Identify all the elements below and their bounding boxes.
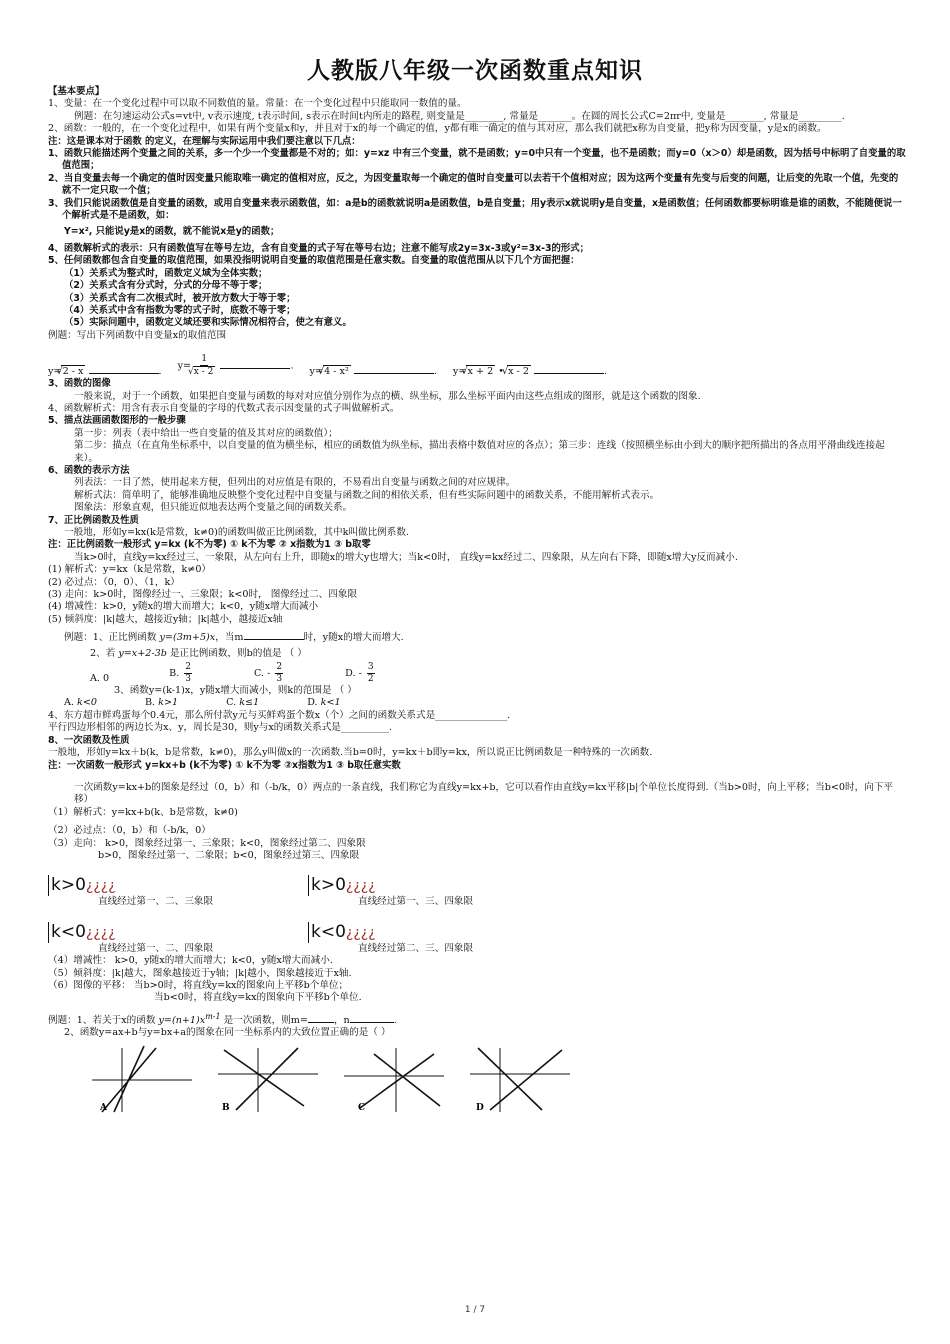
example-block	[48, 630, 906, 710]
paragraph: 4、东方超市鲜鸡蛋每个0.4元，那么所付款y元与买鲜鸡蛋个数x（个）之间的函数关系式是_______________.	[48, 709, 511, 721]
example-3-options: A. k<0 B. k>1 C. k≤1 D. k<1	[64, 697, 341, 709]
paragraph: 第二步：描点（在直角坐标系中，以自变量的值为横坐标，相应的函数值为纵坐标，描出表格中数值对应的各点）；第三步：连线（按照横坐标由小到大的顺序把所描出的各点用平滑曲线连接起来）。	[74, 440, 885, 464]
graph-a	[92, 1044, 192, 1114]
quadrant-label: 直线经过第一、三、四象限	[358, 896, 474, 908]
paragraph: 平行四边形相邻的两边长为x、y，周长是30，则y与x的函数关系式是__________.	[48, 722, 392, 734]
property-item: （2）必过点：（0，b）和（-b/k，0）	[48, 825, 211, 837]
graph-c	[344, 1044, 444, 1114]
k-positive-box: k>0¿¿¿¿	[48, 862, 308, 896]
quadrant-label: 直线经过第一、二、三象限	[98, 896, 214, 908]
property-item: （6）图像的平移： 当b>0时，将直线y=kx的图象向上平移b个单位；	[48, 979, 349, 991]
property-item: (4) 增减性：k>0，y随x的增大而增大；k<0，y随x增大而减小	[48, 601, 319, 613]
note-item: 注：一次函数一般形式 y=kx+b (k不为零) ① k不为零 ②x指数为1 ③ b取任意实数	[48, 759, 401, 771]
example-2-options: A. 0 B. $\frac{2}{3}$ C. - $\frac{2}{3}$ D. - $\frac{3}{2}$	[90, 662, 374, 685]
exercise-1: y=√ 2 - x .	[48, 364, 162, 378]
paragraph: 一般地，形如y=kx＋b(k，b是常数，k≠0)，那么y叫做x的一次函数.当b=0时，y=kx＋b即y=kx，所以说正比例函数是一种特殊的一次函数.	[48, 747, 653, 759]
example-2: 2、若 y=x+2-3b 是正比例函数，则b的值是 （ ）	[90, 647, 307, 659]
quadrant-label: 直线经过第一、二、四象限	[98, 942, 214, 954]
graph-label-b: B	[222, 1102, 230, 1113]
exercise-4: y=√ x + 2 • √ x - 2 .	[453, 364, 607, 378]
example-3: 3、函数y=(k-1)x，y随x增大而减小，则k的范围是 （ ）	[114, 685, 357, 697]
example-paragraph: 例题：在匀速运动公式s=vt中, v表示速度, t表示时间, s表示在时间t内所走的路程, 则变量是________, 常量是_______。在圆的周长公式C=2πr中, 变量是________, 常量是_________.	[74, 110, 845, 122]
example-1: 例题：1、正比例函数 y=(3m+5)x，当m 时，y随x的增大而增大.	[64, 632, 404, 644]
sub-item: （1）关系式为整式时，函数定义域为全体实数；	[64, 267, 268, 279]
k-negative-box: k<0¿¿¿¿	[48, 909, 308, 943]
graph-options	[92, 1044, 906, 1114]
section-heading: 8、一次函数及性质	[48, 734, 130, 746]
section-heading: 5、描点法画函数图形的一般步骤	[48, 415, 186, 427]
property-item: （4）增减性： k>0，y随x的增大而增大；k<0，y随x增大而减小.	[48, 955, 333, 967]
section-heading: 7、正比例函数及性质	[48, 514, 139, 526]
property-item: （5）倾斜度：|k|越大，图象越接近于y轴；|k|越小，图象越接近于x轴.	[48, 967, 352, 979]
example-2: 2、函数y=ax+b与y=bx+a的图象在同一坐标系内的大致位置正确的是（ ）	[64, 1027, 391, 1039]
document-body	[48, 86, 906, 1114]
paragraph: 一般来说，对于一个函数，如果把自变量与函数的每对对应值分别作为点的横、纵坐标，那么坐标平面内由这些点组成的图形，就是这个函数的图象.	[74, 390, 701, 402]
note-item: 1、函数只能描述两个变量之间的关系，多一个少一个变量都是不对的；如：y=xz 中有三个变量，就不是函数；y=0中只有一个变量，也不是函数；而y=0（x＞0）却是函数，因为括号中标明了自变量的取值范围；	[48, 148, 906, 172]
sub-item: （3）关系式含有二次根式时，被开放方数大于等于零；	[64, 292, 296, 304]
paragraph: 当k>0时，直线y=kx经过三、一象限，从左向右上升，即随x的增大y也增大；当k<0时， 直线y=kx经过二、四象限，从左向右下降，即随x增大y反而减小.	[74, 551, 738, 563]
paragraph: 2、函数：一般的，在一个变化过程中，如果有两个变量x和y，并且对于x的每一个确定的值，y都有唯一确定的值与其对应，那么我们就把x称为自变量，把y称为因变量，y是x的函数。	[48, 123, 827, 135]
graph-d	[470, 1044, 570, 1114]
paragraph: 图象法：形象直观，但只能近似地表达两个变量之间的函数关系。	[74, 502, 353, 514]
quadrant-table	[48, 862, 906, 955]
note-item: 注：正比例函数一般形式 y=kx (k不为零) ① k不为零 ② x指数为1 ③ b取零	[48, 539, 371, 551]
sub-item: （4）关系式中含有指数为零的式子时，底数不等于零；	[64, 304, 296, 316]
example-1: 例题：1、若关于x的函数 $y=(n+1)x^{m-1}$ 是一次函数，则m= ，n .	[48, 1011, 397, 1026]
domain-exercises	[48, 342, 906, 378]
note-item: 2、当自变量去每一个确定的值时因变量只能取唯一确定的值相对应，反之，为因变量取每一个确定的值时自变量可以去若干个值相对应；因为这两个变量有先变与后变的问题，让后变的先取一个值，先变的就不一定只取一个值；	[48, 172, 899, 197]
note-item: Y=x², 只能说y是x的函数，就不能说x是y的函数；	[64, 226, 280, 238]
paragraph: 一般地，形如y=kx(k是常数，k≠0)的函数叫做正比例函数，其中k叫做比例系数.	[64, 527, 410, 538]
paragraph: 4、函数解析式：用含有表示自变量的字母的代数式表示因变量的式子叫做解析式。	[48, 402, 400, 414]
exercise-3: y=√ 4 - x² .	[310, 364, 437, 378]
section-heading: 【基本要点】	[48, 86, 105, 97]
sub-item: （5）实际问题中，函数定义域还要和实际情况相符合，使之有意义。	[64, 317, 352, 329]
property-item: b>0，图象经过第一、二象限；b<0，图象经过第三、四象限	[98, 849, 360, 861]
k-negative-box: k<0¿¿¿¿	[308, 909, 568, 943]
property-item: 当b<0时，将直线y=kx的图象向下平移b个单位.	[154, 992, 362, 1004]
section-heading: 3、函数的图像	[48, 378, 111, 390]
graph-label-c: C	[358, 1102, 366, 1113]
sub-item: （2）关系式含有分式时，分式的分母不等于零；	[64, 280, 268, 292]
paragraph: 1、变量：在一个变化过程中可以取不同数值的量。常量：在一个变化过程中只能取同一数值的量。	[48, 98, 467, 110]
property-item: （3）走向： k>0，图象经过第一、三象限；k<0，图象经过第二、四象限	[48, 837, 366, 849]
note-item: 3、我们只能说函数值是自变量的函数，或用自变量来表示函数值，如：a是b的函数就说明a是函数值，b是自变量；用y表示x就说明y是自变量，x是函数值；任何函数都要标明谁是谁的函数，不能随便说一个解析式是不是函数，如：	[48, 197, 902, 222]
property-item: (3) 走向：k>0时，图像经过一、三象限；k<0时， 图像经过二、四象限	[48, 589, 358, 601]
paragraph: 一次函数y=kx+b的图象是经过（0，b）和（-b/k，0）两点的一条直线，我们称它为直线y=kx+b，它可以看作由直线y=kx平移|b|个单位长度得到.（当b>0时，向上平移；当b<0时，向下平移）	[74, 781, 893, 806]
note-item: 4、函数解析式的表示：只有函数值写在等号左边，含有自变量的式子写在等号右边；注意不能写成2y=3x-3或y²=3x-3的形式；	[48, 242, 590, 254]
k-positive-box: k>0¿¿¿¿	[308, 862, 568, 896]
page-number: 1 / 7	[464, 1305, 486, 1315]
paragraph: 第一步：列表（表中给出一些自变量的值及其对应的函数值）；	[74, 427, 338, 439]
paragraph: 列表法：一目了然，使用起来方便，但列出的对应值是有限的，不易看出自变量与函数之间的对应规律。	[74, 477, 516, 489]
note-heading: 注：这是课本对于函数 的定义，在理解与实际运用中我们要注意以下几点：	[48, 135, 361, 147]
section-heading: 6、函数的表示方法	[48, 464, 130, 476]
example-paragraph: 例题：写出下列函数中自变量x的取值范围	[48, 329, 227, 341]
note-item: 5、任何函数都包含自变量的取值范围，如果没指明说明自变量的取值范围是任意实数。自变量的取值范围从以下几个方面把握：	[48, 255, 580, 267]
graph-label-a: A	[100, 1102, 107, 1113]
graph-b	[218, 1044, 318, 1114]
graph-label-d: D	[476, 1102, 484, 1113]
property-item: (5) 倾斜度：|k|越大，越接近y轴；|k|越小，越接近x轴	[48, 613, 283, 625]
property-item: (1) 解析式：y=kx（k是常数，k≠0）	[48, 564, 212, 576]
property-item: （1）解析式：y=kx+b(k、b是常数，k≠0)	[48, 806, 238, 818]
exercise-2: y= 1 √ x - 2 .	[178, 354, 294, 378]
quadrant-label: 直线经过第二、三、四象限	[358, 942, 474, 954]
document-title: 人教版八年级一次函数重点知识	[307, 58, 643, 84]
property-item: (2) 必过点：（0，0）、（1，k）	[48, 576, 180, 588]
paragraph: 解析式法：简单明了，能够准确地反映整个变化过程中自变量与函数之间的相依关系，但有些实际问题中的函数关系，不能用解析式表示。	[74, 489, 660, 501]
